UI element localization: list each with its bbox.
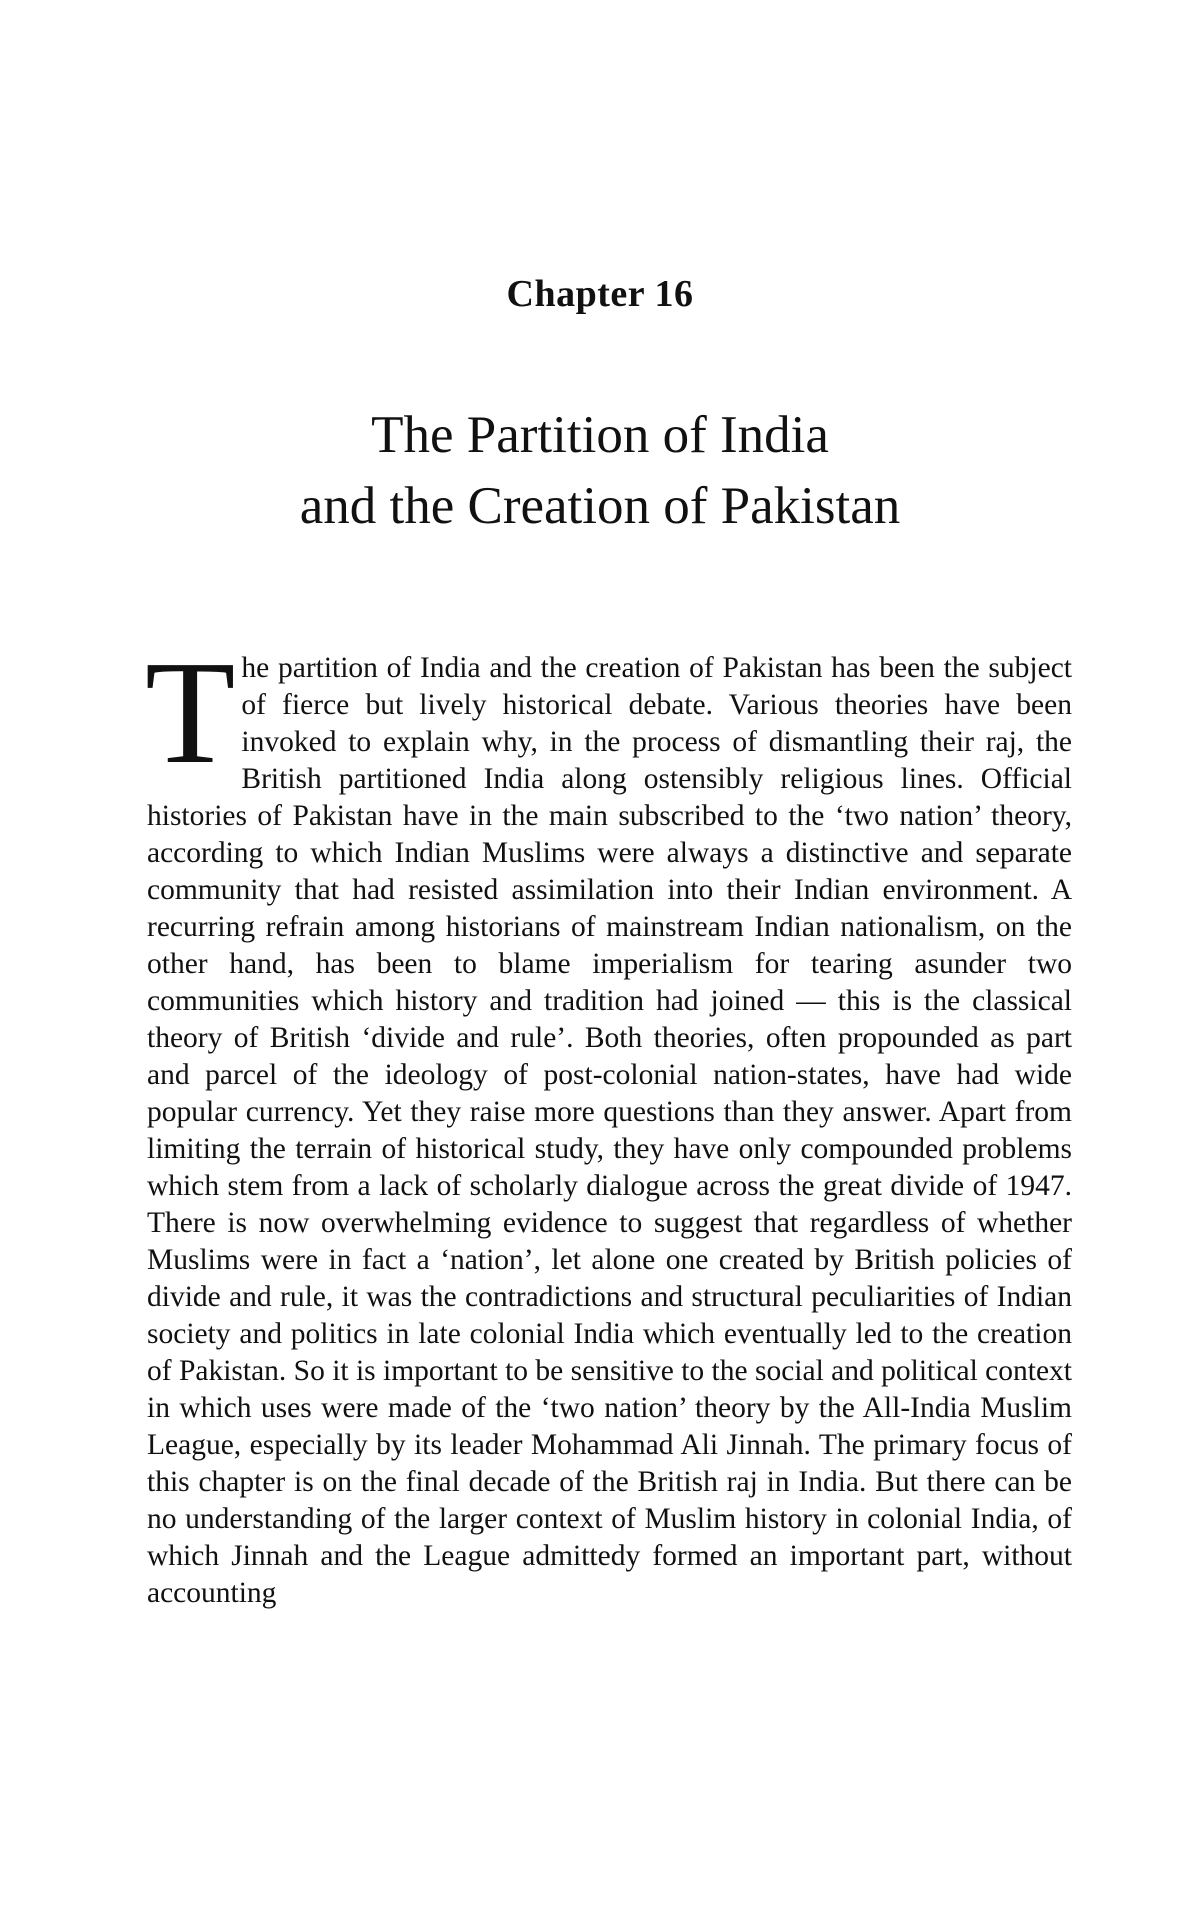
chapter-title-line-1: The Partition of India [371,406,829,464]
body-paragraph-text: he partition of India and the creation of Pakistan has been the subject of fierce but lively historical debate. Various theories have been invoked to explain why, in the process of dismantling their raj, the British partitioned India along ostensibly religious lines. Official histories of Pakistan have in the main subscribed to the ‘two nation’ theory, according to which Indian Muslims were always a distinctive and separate community that had resisted assimilation into their Indian environment. A recurring refrain among historians of mainstream Indian nationalism, on the other hand, has been to blame imperialism for tearing asunder two communities which history and tradition had joined — this is the classical theory of British ‘divide and rule’. Both theories, often propounded as part and parcel of the ideology of post-colonial nation-states, have had wide popular currency. Yet they raise more questions than they answer. Apart from limiting the terrain of historical study, they have only compounded problems which stem from a lack of scholarly dialogue across the great divide of 1947. There is now overwhelming evidence to suggest that regardless of whether Muslims were in fact a ‘nation’, let alone one created by British policies of divide and rule, it was the contradictions and structural peculiarities of Indian society and politics in late colonial India which eventually led to the creation of Pakistan. So it is important to be sensitive to the social and political context in which uses were made of the ‘two nation’ theory by the All-India Muslim League, especially by its leader Mohammad Ali Jinnah. The primary focus of this chapter is on the final decade of the British raj in India. But there can be no understanding of the larger context of Muslim history in colonial India, of which Jinnah and the League admittedy formed an important part, without accounting [147,652,1073,1609]
chapter-title-line-2: and the Creation of Pakistan [299,477,901,535]
chapter-number: Chapter 16 [506,273,694,315]
chapter-title [0,400,1200,542]
drop-cap-letter: T [145,631,236,795]
body-paragraph [145,631,1073,1612]
